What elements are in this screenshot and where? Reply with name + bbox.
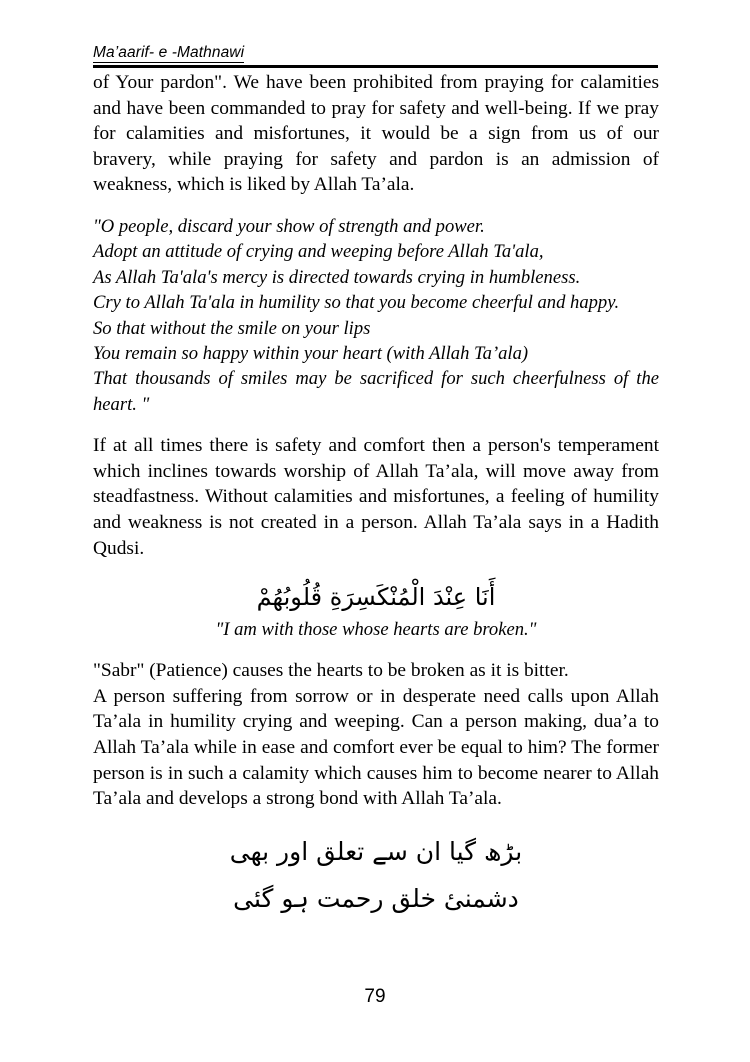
urdu-couplet-block: [93, 828, 659, 922]
verse-line: "O people, discard your show of strength and power.: [93, 215, 485, 237]
paragraph-sabr: "Sabr" (Patience) causes the hearts to be broken as it is bitter.: [93, 660, 569, 682]
verse-line: As Allah Ta'ala's mercy is directed towards crying in humbleness.: [93, 266, 581, 288]
page-content: [93, 70, 659, 922]
verse-line: So that without the smile on your lips: [93, 317, 371, 339]
spacer: [93, 417, 659, 433]
paragraph-safety-comfort: If at all times there is safety and comfort then a person's temperament which inclines towards worship of Allah Ta’ala, will move away from steadfastness. Without calamities and misfortunes, a feeling of humility and weakness is not created in a person. Allah Ta’ala says in a Hadith Qudsi.: [93, 435, 659, 559]
urdu-couplet-line: بڑھ گیا ان سے تعلق اور بھی: [229, 836, 523, 866]
spacer: [93, 198, 659, 214]
paragraph-suffering: A person suffering from sorrow or in desperate need calls upon Allah Ta’ala in humility crying and weeping. Can a person making, dua’a to Allah Ta’ala while in ease and comfort ever be equal to him? The former person is in such a calamity which causes him to become nearer to Allah Ta’ala and develops a strong bond with Allah Ta’ala.: [93, 685, 659, 810]
page-header: [93, 44, 658, 68]
arabic-hadith-text: أَنَا عِنْدَ الْمُنْكَسِرَةِ قُلُوبُهُمْ: [256, 583, 496, 612]
verse-line: You remain so happy within your heart (with Allah Ta’ala): [93, 343, 529, 364]
poem-quote-block: [93, 214, 659, 417]
spacer: [93, 561, 659, 577]
spacer: [93, 642, 659, 658]
verse-line: Adopt an attitude of crying and weeping before Allah Ta'ala,: [93, 241, 544, 263]
urdu-couplet-line: دشمنیٔ خلق رحمت ہو گئی: [233, 883, 519, 913]
book-title: Ma’aarif- e -Mathnawi: [93, 45, 244, 63]
paragraph-continuation: of Your pardon". We have been prohibited from praying for calamities and have been commanded to pray for safety and well-being. If we pray for calamities and misfortunes, it would be a sign from us of our bravery, while praying for safety and pardon is an admission of weakness, which is liked by Allah Ta’ala.: [93, 72, 659, 196]
verse-line: Cry to Allah Ta'ala in humility so that you become cheerful and happy.: [93, 292, 620, 314]
verse-line: That thousands of smiles may be sacrificed for such cheerfulness of the heart. ": [93, 368, 659, 415]
page-number: 79: [364, 986, 386, 1007]
spacer: [93, 812, 659, 828]
arabic-hadith-translation: "I am with those whose hearts are broken.": [215, 619, 537, 641]
header-divider: [93, 65, 658, 68]
